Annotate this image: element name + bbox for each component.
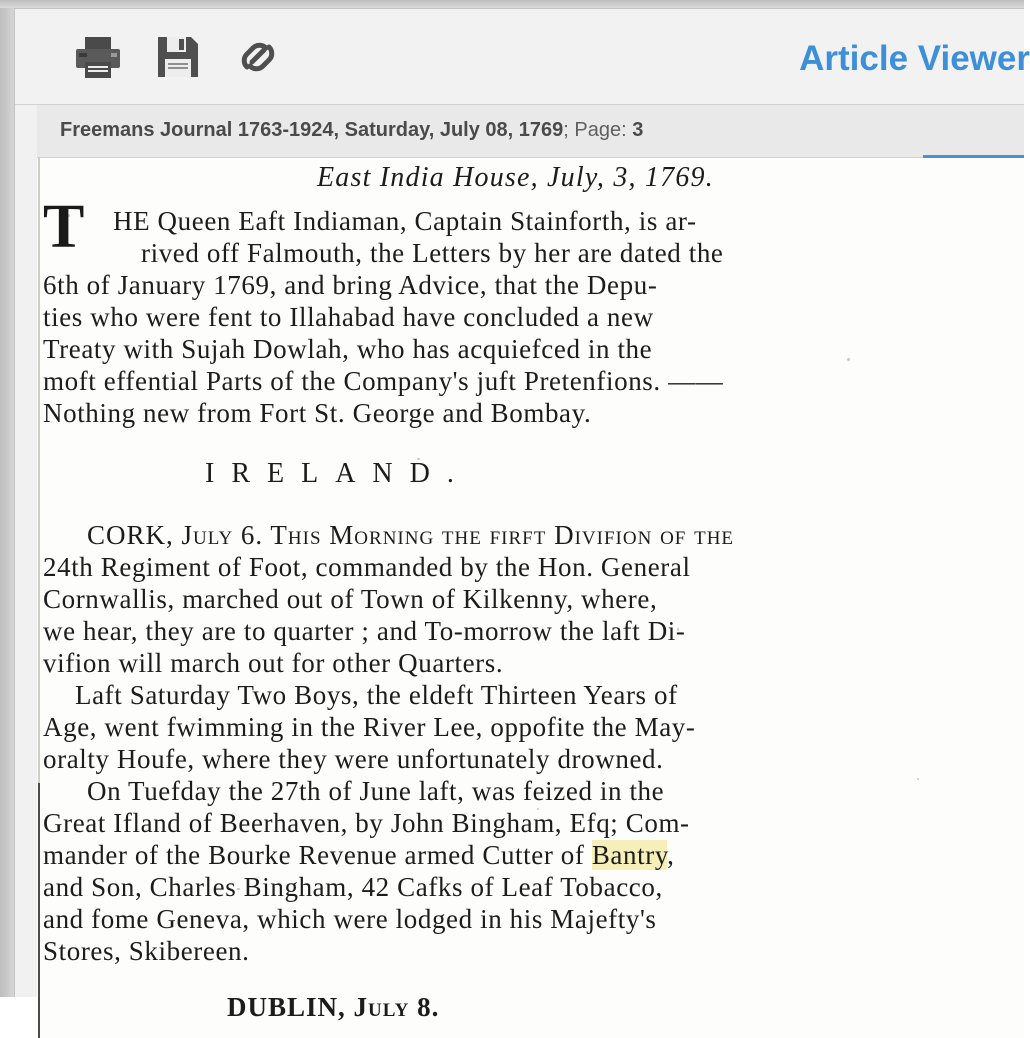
citation-page-number: 3 — [632, 119, 644, 141]
save-button[interactable] — [151, 31, 205, 83]
citation — [60, 119, 643, 142]
scan-speckle — [847, 358, 850, 361]
article-line: HE Queen Eaft Indiaman, Captain Stainforth, is ar- — [113, 206, 697, 236]
article-line: Treaty with Sujah Dowlah, who has acquiefced in the — [43, 334, 653, 364]
search-term-highlight: Bantry — [591, 840, 668, 870]
article-line: CORK, July 6. This Morning the firft Divifion of the — [87, 520, 735, 550]
printer-icon — [73, 34, 123, 80]
article-line: rived off Falmouth, the Letters by her are dated the — [141, 238, 724, 268]
article-dropcap: T — [43, 193, 85, 261]
citation-bar — [37, 105, 1024, 158]
article-line: Laft Saturday Two Boys, the eldeft Thirteen Years of — [75, 680, 678, 710]
article-line: ties who were fent to Illahabad have concluded a new — [43, 302, 654, 332]
scan-speckle — [917, 778, 919, 780]
toolbar-buttons — [71, 31, 285, 83]
article-line: and Son, Charles Bingham, 42 Cafks of Leaf Tobacco, — [43, 872, 663, 902]
print-button[interactable] — [71, 31, 125, 83]
article-line: Nothing new from Fort St. George and Bombay. — [43, 398, 592, 428]
article-country-heading: IRELAND. — [205, 458, 471, 489]
article-line: moft effential Parts of the Company's juft Pretenfions. —— — [43, 366, 724, 396]
link-icon — [234, 34, 282, 80]
article-line: we hear, they are to quarter ; and To-morrow the laft Di- — [43, 616, 686, 646]
window-frame-top-edge — [0, 0, 1024, 8]
article-line: Stores, Skibereen. — [43, 936, 250, 966]
article-scan-viewport[interactable] — [37, 158, 1024, 1022]
window-frame-left-edge — [0, 0, 14, 997]
floppy-disk-icon — [155, 34, 201, 80]
article-line-suffix: , — [667, 840, 675, 870]
article-bottom-clipped-region — [37, 978, 1024, 1038]
citation-page-label: Page: — [574, 119, 633, 141]
article-line: Great Ifland of Beerhaven, by John Bingham, Efq; Com- — [43, 808, 690, 838]
article-line: Cornwallis, marched out of Town of Kilkenny, where, — [43, 584, 658, 614]
article-line-prefix: mander of the Bourke Revenue armed Cutter of — [43, 840, 592, 870]
article-line: 6th of January 1769, and bring Advice, that the Depu- — [43, 270, 658, 300]
link-button[interactable] — [231, 31, 285, 83]
article-scan-page — [37, 158, 1024, 1038]
toolbar — [15, 9, 1030, 105]
article-line: and fome Geneva, which were lodged in his Majefty's — [43, 904, 657, 934]
article-line: oralty Houfe, where they were unfortunately drowned. — [43, 744, 664, 774]
citation-separator: ; — [563, 119, 575, 141]
article-line: Age, went fwimming in the River Lee, oppofite the May- — [43, 712, 696, 742]
article-line: vifion will march out for other Quarters. — [43, 648, 504, 678]
article-line: DUBLIN, July 8. — [227, 992, 440, 1022]
citation-publication: Freemans Journal 1763-1924, Saturday, July 08, 1769 — [60, 119, 564, 141]
page-title: Article Viewer — [799, 39, 1030, 78]
article-line: 24th Regiment of Foot, commanded by the Hon. General — [43, 552, 691, 582]
article-dateline: East India House, July, 3, 1769. — [317, 162, 714, 193]
article-line-with-highlight — [43, 840, 675, 871]
article-line: On Tuefday the 27th of June laft, was feized in the — [87, 776, 665, 806]
